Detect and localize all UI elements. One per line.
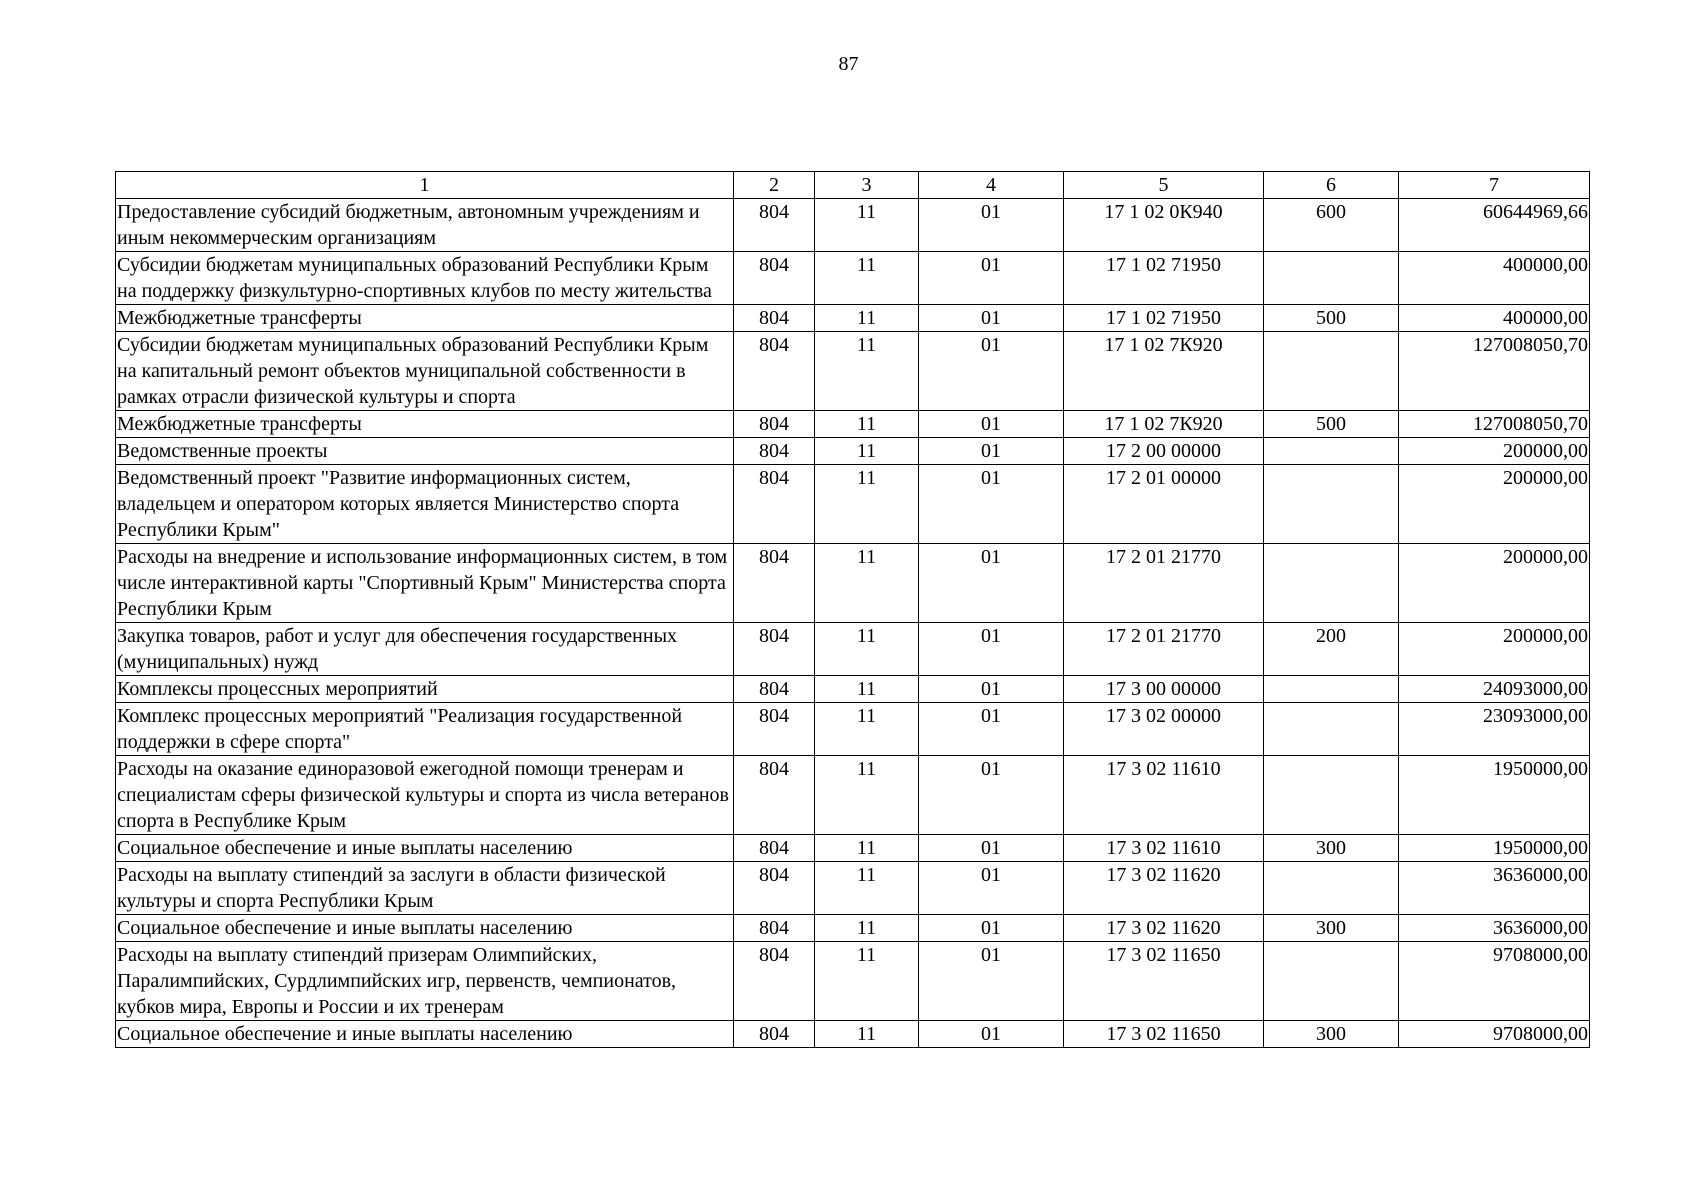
- expense-type-cell: [1264, 942, 1399, 1021]
- amount-cell: 200000,00: [1399, 438, 1590, 465]
- column-header: 1: [116, 172, 734, 199]
- section-code-cell: 11: [815, 438, 919, 465]
- amount-cell: 1950000,00: [1399, 835, 1590, 862]
- ministry-code-cell: 804: [734, 411, 815, 438]
- amount-cell: 200000,00: [1399, 465, 1590, 544]
- row-name-cell: Субсидии бюджетам муниципальных образований Республики Крым на поддержку физкультурно-спортивных клубов по месту жительства: [116, 252, 734, 305]
- row-name-cell: Расходы на оказание единоразовой ежегодной помощи тренерам и специалистам сферы физической культуры и спорта из числа ветеранов спорта в Республике Крым: [116, 756, 734, 835]
- column-header: 3: [815, 172, 919, 199]
- target-article-cell: 17 1 02 71950: [1064, 305, 1264, 332]
- table-row: [116, 332, 1590, 411]
- ministry-code-cell: 804: [734, 252, 815, 305]
- subsection-code-cell: 01: [919, 862, 1064, 915]
- section-code-cell: 11: [815, 915, 919, 942]
- subsection-code-cell: 01: [919, 1021, 1064, 1048]
- subsection-code-cell: 01: [919, 411, 1064, 438]
- section-code-cell: 11: [815, 676, 919, 703]
- subsection-code-cell: 01: [919, 623, 1064, 676]
- amount-cell: 200000,00: [1399, 623, 1590, 676]
- subsection-code-cell: 01: [919, 544, 1064, 623]
- table-row: [116, 252, 1590, 305]
- row-name-cell: Расходы на внедрение и использование информационных систем, в том числе интерактивной карты "Спортивный Крым" Министерства спорта Республики Крым: [116, 544, 734, 623]
- subsection-code-cell: 01: [919, 942, 1064, 1021]
- table-row: [116, 411, 1590, 438]
- table-row: [116, 862, 1590, 915]
- subsection-code-cell: 01: [919, 332, 1064, 411]
- target-article-cell: 17 3 02 11620: [1064, 862, 1264, 915]
- column-header: 6: [1264, 172, 1399, 199]
- target-article-cell: 17 2 01 21770: [1064, 623, 1264, 676]
- row-name-cell: Закупка товаров, работ и услуг для обеспечения государственных (муниципальных) нужд: [116, 623, 734, 676]
- table-row: [116, 942, 1590, 1021]
- ministry-code-cell: 804: [734, 305, 815, 332]
- target-article-cell: 17 3 02 11610: [1064, 756, 1264, 835]
- expense-type-cell: 600: [1264, 199, 1399, 252]
- amount-cell: 9708000,00: [1399, 942, 1590, 1021]
- target-article-cell: 17 2 01 00000: [1064, 465, 1264, 544]
- column-header: 5: [1064, 172, 1264, 199]
- target-article-cell: 17 3 02 11650: [1064, 942, 1264, 1021]
- section-code-cell: 11: [815, 756, 919, 835]
- row-name-cell: Ведомственные проекты: [116, 438, 734, 465]
- ministry-code-cell: 804: [734, 332, 815, 411]
- target-article-cell: 17 3 02 11620: [1064, 915, 1264, 942]
- column-header: 4: [919, 172, 1064, 199]
- amount-cell: 3636000,00: [1399, 862, 1590, 915]
- ministry-code-cell: 804: [734, 835, 815, 862]
- ministry-code-cell: 804: [734, 199, 815, 252]
- amount-cell: 60644969,66: [1399, 199, 1590, 252]
- target-article-cell: 17 3 02 11650: [1064, 1021, 1264, 1048]
- column-header: 2: [734, 172, 815, 199]
- subsection-code-cell: 01: [919, 438, 1064, 465]
- section-code-cell: 11: [815, 199, 919, 252]
- budget-table: [115, 171, 1590, 1048]
- amount-cell: 400000,00: [1399, 252, 1590, 305]
- section-code-cell: 11: [815, 411, 919, 438]
- row-name-cell: Предоставление субсидий бюджетным, автономным учреждениям и иным некоммерческим организациям: [116, 199, 734, 252]
- row-name-cell: Межбюджетные трансферты: [116, 305, 734, 332]
- row-name-cell: Ведомственный проект "Развитие информационных систем, владельцем и оператором которых является Министерство спорта Республики Крым": [116, 465, 734, 544]
- column-header: 7: [1399, 172, 1590, 199]
- expense-type-cell: 200: [1264, 623, 1399, 676]
- expense-type-cell: [1264, 465, 1399, 544]
- section-code-cell: 11: [815, 465, 919, 544]
- ministry-code-cell: 804: [734, 623, 815, 676]
- ministry-code-cell: 804: [734, 862, 815, 915]
- ministry-code-cell: 804: [734, 438, 815, 465]
- amount-cell: 9708000,00: [1399, 1021, 1590, 1048]
- table-row: [116, 835, 1590, 862]
- target-article-cell: 17 1 02 71950: [1064, 252, 1264, 305]
- ministry-code-cell: 804: [734, 544, 815, 623]
- expense-type-cell: 300: [1264, 1021, 1399, 1048]
- subsection-code-cell: 01: [919, 252, 1064, 305]
- section-code-cell: 11: [815, 544, 919, 623]
- section-code-cell: 11: [815, 835, 919, 862]
- expense-type-cell: 300: [1264, 835, 1399, 862]
- target-article-cell: 17 2 01 21770: [1064, 544, 1264, 623]
- amount-cell: 23093000,00: [1399, 703, 1590, 756]
- section-code-cell: 11: [815, 942, 919, 1021]
- expense-type-cell: [1264, 438, 1399, 465]
- ministry-code-cell: 804: [734, 915, 815, 942]
- section-code-cell: 11: [815, 862, 919, 915]
- subsection-code-cell: 01: [919, 835, 1064, 862]
- expense-type-cell: [1264, 703, 1399, 756]
- table-row: [116, 438, 1590, 465]
- expense-type-cell: [1264, 252, 1399, 305]
- row-name-cell: Социальное обеспечение и иные выплаты населению: [116, 835, 734, 862]
- table-row: [116, 199, 1590, 252]
- row-name-cell: Расходы на выплату стипендий за заслуги в области физической культуры и спорта Республики Крым: [116, 862, 734, 915]
- table-row: [116, 676, 1590, 703]
- expense-type-cell: [1264, 756, 1399, 835]
- subsection-code-cell: 01: [919, 199, 1064, 252]
- subsection-code-cell: 01: [919, 465, 1064, 544]
- amount-cell: 200000,00: [1399, 544, 1590, 623]
- row-name-cell: Субсидии бюджетам муниципальных образований Республики Крым на капитальный ремонт объектов муниципальной собственности в рамках отрасли физической культуры и спорта: [116, 332, 734, 411]
- amount-cell: 1950000,00: [1399, 756, 1590, 835]
- target-article-cell: 17 1 02 7К920: [1064, 411, 1264, 438]
- table-row: [116, 544, 1590, 623]
- amount-cell: 127008050,70: [1399, 411, 1590, 438]
- table-header-row: [116, 172, 1590, 199]
- expense-type-cell: 300: [1264, 915, 1399, 942]
- table-row: [116, 703, 1590, 756]
- section-code-cell: 11: [815, 703, 919, 756]
- ministry-code-cell: 804: [734, 465, 815, 544]
- target-article-cell: 17 3 02 11610: [1064, 835, 1264, 862]
- section-code-cell: 11: [815, 252, 919, 305]
- section-code-cell: 11: [815, 1021, 919, 1048]
- row-name-cell: Расходы на выплату стипендий призерам Олимпийских, Паралимпийских, Сурдлимпийских игр, первенств, чемпионатов, кубков мира, Европы и России и их тренерам: [116, 942, 734, 1021]
- row-name-cell: Межбюджетные трансферты: [116, 411, 734, 438]
- subsection-code-cell: 01: [919, 676, 1064, 703]
- budget-table-body: [116, 172, 1590, 1048]
- section-code-cell: 11: [815, 305, 919, 332]
- row-name-cell: Комплексы процессных мероприятий: [116, 676, 734, 703]
- table-row: [116, 305, 1590, 332]
- ministry-code-cell: 804: [734, 703, 815, 756]
- amount-cell: 127008050,70: [1399, 332, 1590, 411]
- amount-cell: 400000,00: [1399, 305, 1590, 332]
- expense-type-cell: [1264, 676, 1399, 703]
- subsection-code-cell: 01: [919, 915, 1064, 942]
- expense-type-cell: [1264, 544, 1399, 623]
- table-row: [116, 756, 1590, 835]
- page-number: 87: [838, 53, 859, 75]
- expense-type-cell: 500: [1264, 411, 1399, 438]
- ministry-code-cell: 804: [734, 942, 815, 1021]
- table-row: [116, 1021, 1590, 1048]
- expense-type-cell: [1264, 332, 1399, 411]
- table-row: [116, 465, 1590, 544]
- target-article-cell: 17 3 02 00000: [1064, 703, 1264, 756]
- subsection-code-cell: 01: [919, 756, 1064, 835]
- table-row: [116, 915, 1590, 942]
- row-name-cell: Социальное обеспечение и иные выплаты населению: [116, 1021, 734, 1048]
- ministry-code-cell: 804: [734, 1021, 815, 1048]
- subsection-code-cell: 01: [919, 703, 1064, 756]
- target-article-cell: 17 1 02 7К920: [1064, 332, 1264, 411]
- target-article-cell: 17 1 02 0К940: [1064, 199, 1264, 252]
- subsection-code-cell: 01: [919, 305, 1064, 332]
- row-name-cell: Социальное обеспечение и иные выплаты населению: [116, 915, 734, 942]
- amount-cell: 3636000,00: [1399, 915, 1590, 942]
- amount-cell: 24093000,00: [1399, 676, 1590, 703]
- expense-type-cell: 500: [1264, 305, 1399, 332]
- target-article-cell: 17 3 00 00000: [1064, 676, 1264, 703]
- target-article-cell: 17 2 00 00000: [1064, 438, 1264, 465]
- table-row: [116, 623, 1590, 676]
- section-code-cell: 11: [815, 623, 919, 676]
- ministry-code-cell: 804: [734, 756, 815, 835]
- expense-type-cell: [1264, 862, 1399, 915]
- row-name-cell: Комплекс процессных мероприятий "Реализация государственной поддержки в сфере спорта": [116, 703, 734, 756]
- section-code-cell: 11: [815, 332, 919, 411]
- ministry-code-cell: 804: [734, 676, 815, 703]
